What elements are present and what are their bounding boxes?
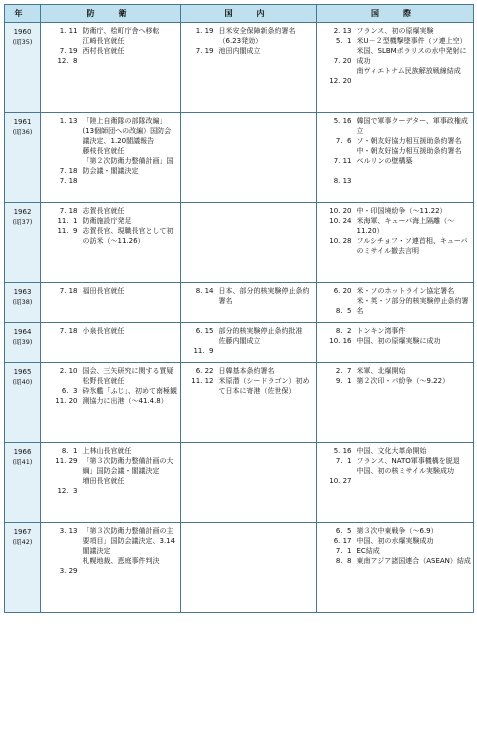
table-row: [5, 523, 474, 613]
domestic-events: 部分的核実験停止条約批准 佐藤内閣成立: [217, 323, 317, 363]
defense-events: 志賀長官就任 防衛施設庁発足 志賀長官、現職長官として初の訪米（～11.26）: [81, 203, 181, 283]
year-cell: [5, 363, 41, 443]
header-domestic: 国 内: [181, 5, 317, 23]
year-value: 1963: [13, 288, 32, 296]
year-value: 1965: [13, 368, 32, 376]
domestic-events: [217, 523, 317, 613]
year-value: 1964: [13, 328, 32, 336]
defense-dates: 1. 11 7. 19 12. 8: [41, 23, 81, 113]
chronology-page: [4, 4, 473, 613]
table-row: [5, 283, 474, 323]
era-value: (昭42): [12, 538, 33, 546]
header-international: 国 際: [317, 5, 474, 23]
domestic-dates: 6. 22 11. 12: [181, 363, 217, 443]
table-row: [5, 323, 474, 363]
year-cell: [5, 283, 41, 323]
year-cell: [5, 323, 41, 363]
international-dates: 6. 5 6. 17 7. 1 8. 8: [317, 523, 355, 613]
domestic-events: 日米安全保障新条約署名（6.23発効） 池田内閣成立: [217, 23, 317, 113]
year-value: 1966: [13, 448, 32, 456]
defense-events: 上林山長官就任 「第３次防衛力整備計画の大綱」国防会議・閣議決定 増田長官就任: [81, 443, 181, 523]
international-events: 米軍、北爆開始 第２次印・パ紛争（～9.22）: [355, 363, 474, 443]
international-dates: 5. 16 7. 1 10. 27: [317, 443, 355, 523]
international-events: 中・印国境紛争（～11.22） 米海軍、キューバ海上隔離（～11.20） フルシチョフ・ソ連首相、キューバのミサイル撤去言明: [355, 203, 474, 283]
defense-events: 小泉長官就任: [81, 323, 181, 363]
defense-dates: 8. 1 11. 29 12. 3: [41, 443, 81, 523]
table-row: [5, 23, 474, 113]
international-events: 韓国で軍事クーデター、軍事政権成立 ソ・朝友好協力相互援助条約署名 中・朝友好協力相互援助条約署名 ベルリンの壁構築: [355, 113, 474, 203]
domestic-dates: 8. 14: [181, 283, 217, 323]
defense-events: 「第３次防衛力整備計画の主要項目」国防会議決定、3.14閣議決定 札幌地裁、恵庭事件判決: [81, 523, 181, 613]
defense-events: 国会、三矢研究に関する質疑 松野長官就任 砕氷艦「ふじ」、初めて南極観測協力に出港（～41.4.8）: [81, 363, 181, 443]
international-dates: 2. 13 5. 1 7. 20 12. 20: [317, 23, 355, 113]
table-body: [5, 23, 474, 613]
year-value: 1962: [13, 208, 32, 216]
international-events: 第３次中東戦争（～6.9） 中国、初の水爆実験成功 EC結成 東南アジア諸国連合（ASEAN）結成: [355, 523, 474, 613]
year-value: 1960: [13, 28, 32, 36]
international-dates: 2. 7 9. 1: [317, 363, 355, 443]
era-value: (昭40): [12, 378, 33, 386]
year-value: 1967: [13, 528, 32, 536]
international-events: トンキン湾事件 中国、初の原爆実験に成功: [355, 323, 474, 363]
defense-dates: 3. 13 3. 29: [41, 523, 81, 613]
defense-events: 福田長官就任: [81, 283, 181, 323]
international-dates: 5. 16 7. 6 7. 11 8. 13: [317, 113, 355, 203]
domestic-dates: [181, 113, 217, 203]
table-row: [5, 363, 474, 443]
defense-dates: 7. 18 11. 1 11. 9: [41, 203, 81, 283]
domestic-dates: [181, 203, 217, 283]
domestic-dates: 6. 15 11. 9: [181, 323, 217, 363]
era-value: (昭41): [12, 458, 33, 466]
international-dates: 10. 20 10. 24 10. 28: [317, 203, 355, 283]
header-row: [5, 5, 474, 23]
era-value: (昭36): [12, 128, 33, 136]
header-defense: 防 衛: [41, 5, 181, 23]
defense-dates: 1. 13 7. 18 7. 18: [41, 113, 81, 203]
international-events: フランス、初の原爆実験 米U－２型機撃墜事件（ソ連上空） 米国、SLBMポラリスの水中発射に成功 南ヴィエトナム民族解放戦線結成: [355, 23, 474, 113]
defense-events: 「陸上自衛隊の部隊改編」(13個師団への改編）国防会議決定、1.20閣議報告 藤枝長官就任 「第２次防衛力整備計画」国防会議・閣議決定: [81, 113, 181, 203]
international-events: 米・ソのホットライン協定署名 米・英・ソ部分的核実験停止条約署名: [355, 283, 474, 323]
defense-events: 防衛庁、桧町庁舎へ移転 江崎長官就任 西村長官就任: [81, 23, 181, 113]
year-value: 1961: [13, 118, 32, 126]
defense-dates: 7. 18: [41, 323, 81, 363]
international-dates: 8. 2 10. 16: [317, 323, 355, 363]
defense-dates: 7. 18: [41, 283, 81, 323]
domestic-dates: 1. 19 7. 19: [181, 23, 217, 113]
domestic-dates: [181, 523, 217, 613]
table-row: [5, 113, 474, 203]
defense-dates: 2. 10 6. 3 11. 20: [41, 363, 81, 443]
international-events: 中国、文化大革命開始 フランス、NATO軍事機構を脱退 中国、初の核ミサイル実験成功: [355, 443, 474, 523]
domestic-events: 日韓基本条約署名 米原潜（シードラゴン）初めて日本に寄港（佐世保）: [217, 363, 317, 443]
domestic-events: 日本、部分的核実験停止条約署名: [217, 283, 317, 323]
year-cell: [5, 523, 41, 613]
table-row: [5, 443, 474, 523]
domestic-events: [217, 203, 317, 283]
year-cell: [5, 113, 41, 203]
international-dates: 6. 20 8. 5: [317, 283, 355, 323]
era-value: (昭35): [12, 38, 33, 46]
era-value: (昭37): [12, 218, 33, 226]
era-value: (昭39): [12, 338, 33, 346]
year-cell: [5, 23, 41, 113]
domestic-events: [217, 443, 317, 523]
table-row: [5, 203, 474, 283]
year-cell: [5, 443, 41, 523]
chronology-table: [4, 4, 474, 613]
year-cell: [5, 203, 41, 283]
era-value: (昭38): [12, 298, 33, 306]
domestic-dates: [181, 443, 217, 523]
domestic-events: [217, 113, 317, 203]
header-year: 年: [5, 5, 41, 23]
